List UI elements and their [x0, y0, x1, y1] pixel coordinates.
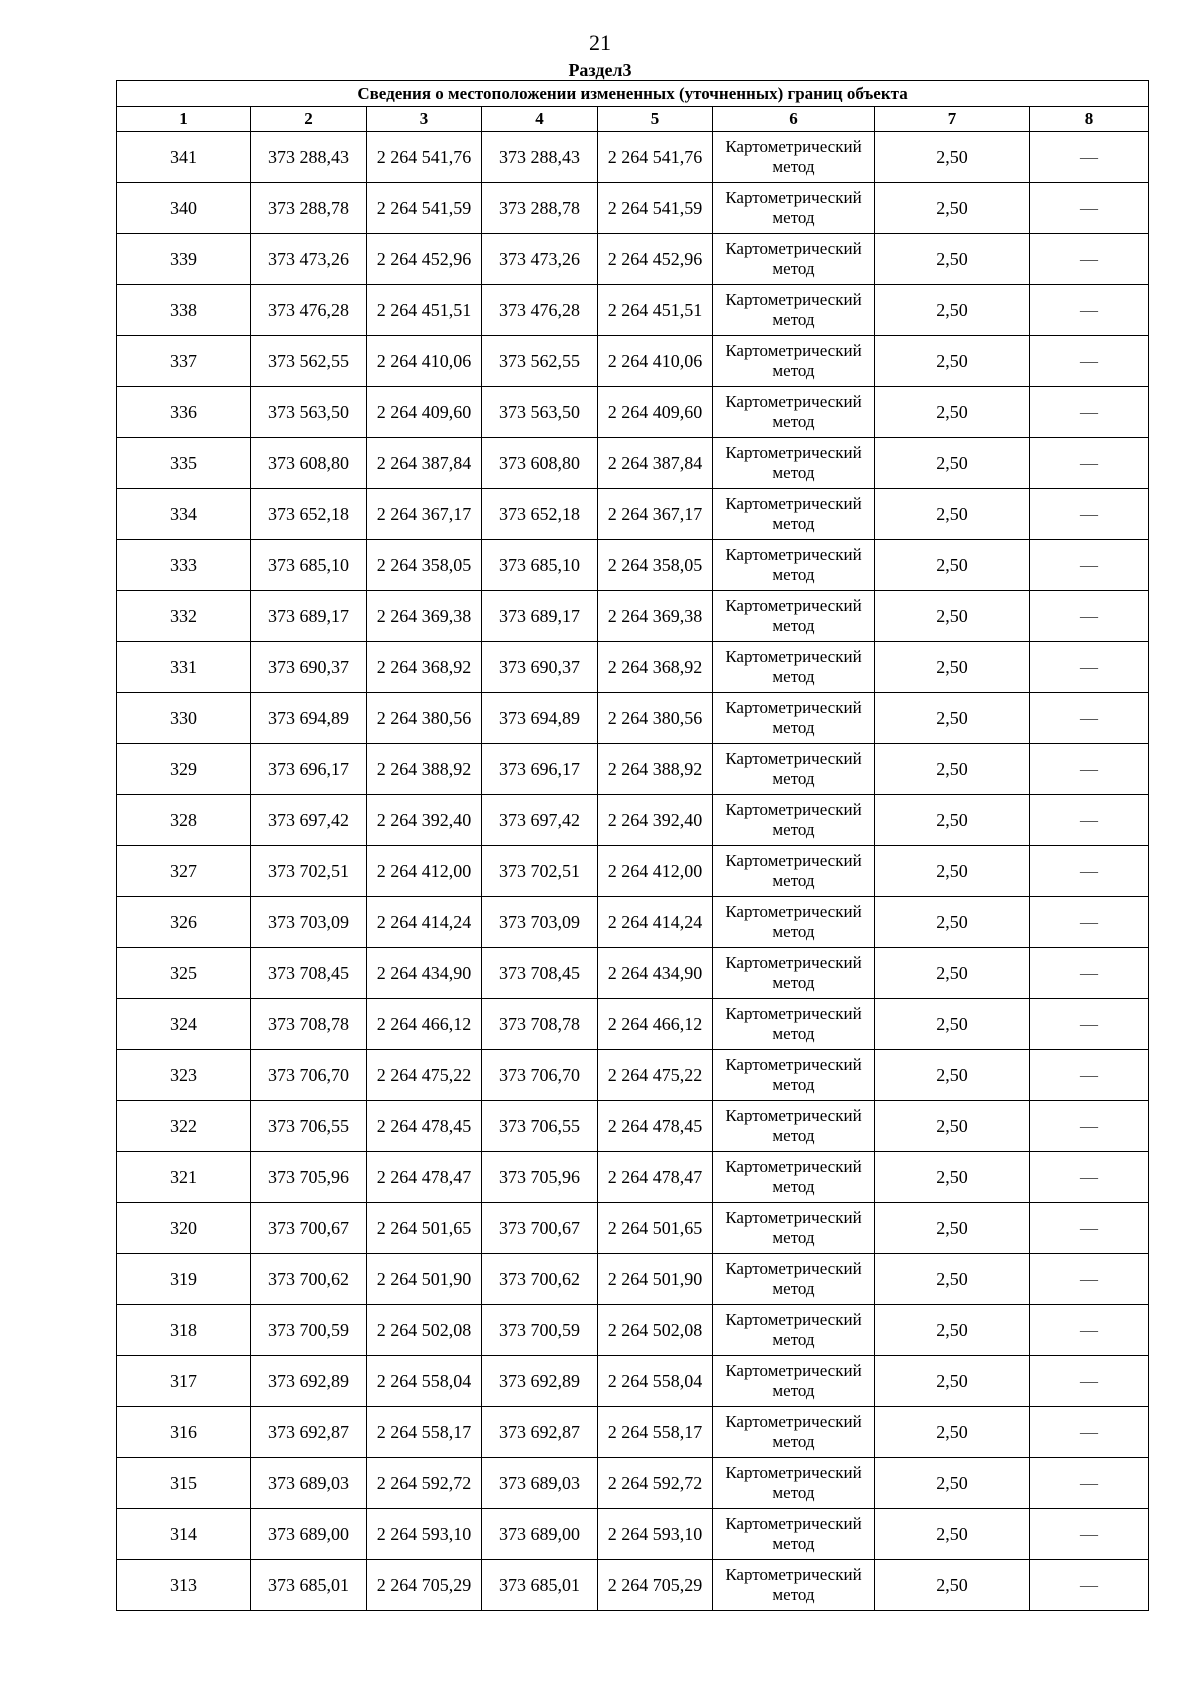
cell-description: — — [1030, 642, 1149, 693]
cell-description: — — [1030, 183, 1149, 234]
cell-method: Картометрический метод — [713, 438, 875, 489]
cell-y-new: 2 264 451,51 — [598, 285, 713, 336]
cell-point-number: 332 — [117, 591, 251, 642]
cell-x-old: 373 697,42 — [251, 795, 367, 846]
table-row — [117, 1254, 1149, 1305]
cell-x-new: 373 685,01 — [482, 1560, 598, 1611]
cell-y-new: 2 264 466,12 — [598, 999, 713, 1050]
cell-precision: 2,50 — [875, 591, 1030, 642]
cell-point-number: 324 — [117, 999, 251, 1050]
cell-y-new: 2 264 501,90 — [598, 1254, 713, 1305]
cell-point-number: 320 — [117, 1203, 251, 1254]
cell-precision: 2,50 — [875, 234, 1030, 285]
cell-y-old: 2 264 501,65 — [367, 1203, 482, 1254]
cell-precision: 2,50 — [875, 1509, 1030, 1560]
cell-x-old: 373 473,26 — [251, 234, 367, 285]
table-row — [117, 1305, 1149, 1356]
column-number-8: 8 — [1030, 107, 1149, 132]
cell-x-old: 373 706,70 — [251, 1050, 367, 1101]
cell-precision: 2,50 — [875, 642, 1030, 693]
cell-y-new: 2 264 368,92 — [598, 642, 713, 693]
cell-description: — — [1030, 1101, 1149, 1152]
table-row — [117, 693, 1149, 744]
table-row — [117, 591, 1149, 642]
cell-precision: 2,50 — [875, 1407, 1030, 1458]
cell-y-new: 2 264 387,84 — [598, 438, 713, 489]
cell-y-old: 2 264 387,84 — [367, 438, 482, 489]
cell-method: Картометрический метод — [713, 897, 875, 948]
cell-x-old: 373 652,18 — [251, 489, 367, 540]
cell-x-new: 373 689,17 — [482, 591, 598, 642]
cell-x-new: 373 703,09 — [482, 897, 598, 948]
cell-x-new: 373 692,89 — [482, 1356, 598, 1407]
cell-point-number: 333 — [117, 540, 251, 591]
cell-method: Картометрический метод — [713, 540, 875, 591]
cell-point-number: 339 — [117, 234, 251, 285]
cell-method: Картометрический метод — [713, 1407, 875, 1458]
cell-description: — — [1030, 795, 1149, 846]
cell-description: — — [1030, 1203, 1149, 1254]
column-number-3: 3 — [367, 107, 482, 132]
cell-y-new: 2 264 452,96 — [598, 234, 713, 285]
cell-y-old: 2 264 466,12 — [367, 999, 482, 1050]
cell-y-old: 2 264 592,72 — [367, 1458, 482, 1509]
cell-x-new: 373 706,55 — [482, 1101, 598, 1152]
cell-point-number: 336 — [117, 387, 251, 438]
cell-description: — — [1030, 846, 1149, 897]
cell-precision: 2,50 — [875, 489, 1030, 540]
table-row — [117, 1203, 1149, 1254]
cell-precision: 2,50 — [875, 1356, 1030, 1407]
cell-method: Картометрический метод — [713, 234, 875, 285]
cell-x-new: 373 692,87 — [482, 1407, 598, 1458]
cell-point-number: 330 — [117, 693, 251, 744]
cell-description: — — [1030, 948, 1149, 999]
cell-method: Картометрический метод — [713, 1203, 875, 1254]
cell-precision: 2,50 — [875, 846, 1030, 897]
cell-y-old: 2 264 409,60 — [367, 387, 482, 438]
cell-description: — — [1030, 1050, 1149, 1101]
cell-description: — — [1030, 1305, 1149, 1356]
cell-description: — — [1030, 1458, 1149, 1509]
cell-x-old: 373 692,87 — [251, 1407, 367, 1458]
cell-point-number: 334 — [117, 489, 251, 540]
cell-x-new: 373 562,55 — [482, 336, 598, 387]
cell-point-number: 341 — [117, 132, 251, 183]
cell-x-old: 373 563,50 — [251, 387, 367, 438]
cell-precision: 2,50 — [875, 285, 1030, 336]
column-number-7: 7 — [875, 107, 1030, 132]
cell-x-new: 373 696,17 — [482, 744, 598, 795]
cell-description: — — [1030, 999, 1149, 1050]
cell-y-old: 2 264 558,17 — [367, 1407, 482, 1458]
cell-x-new: 373 690,37 — [482, 642, 598, 693]
column-number-1: 1 — [117, 107, 251, 132]
cell-x-old: 373 700,62 — [251, 1254, 367, 1305]
cell-method: Картометрический метод — [713, 1509, 875, 1560]
cell-method: Картометрический метод — [713, 591, 875, 642]
cell-description: — — [1030, 693, 1149, 744]
cell-y-new: 2 264 478,45 — [598, 1101, 713, 1152]
table-row — [117, 183, 1149, 234]
cell-x-new: 373 685,10 — [482, 540, 598, 591]
cell-y-new: 2 264 414,24 — [598, 897, 713, 948]
cell-point-number: 335 — [117, 438, 251, 489]
cell-description: — — [1030, 1356, 1149, 1407]
cell-method: Картометрический метод — [713, 1152, 875, 1203]
cell-method: Картометрический метод — [713, 1458, 875, 1509]
table-row — [117, 897, 1149, 948]
cell-y-old: 2 264 367,17 — [367, 489, 482, 540]
cell-y-new: 2 264 558,17 — [598, 1407, 713, 1458]
cell-method: Картометрический метод — [713, 336, 875, 387]
cell-precision: 2,50 — [875, 1101, 1030, 1152]
section-title: Раздел3 — [568, 60, 632, 80]
cell-x-new: 373 705,96 — [482, 1152, 598, 1203]
cell-description: — — [1030, 591, 1149, 642]
cell-method: Картометрический метод — [713, 387, 875, 438]
cell-x-old: 373 700,67 — [251, 1203, 367, 1254]
table-row — [117, 1458, 1149, 1509]
cell-x-old: 373 692,89 — [251, 1356, 367, 1407]
cell-y-old: 2 264 369,38 — [367, 591, 482, 642]
cell-point-number: 323 — [117, 1050, 251, 1101]
cell-precision: 2,50 — [875, 1458, 1030, 1509]
cell-point-number: 319 — [117, 1254, 251, 1305]
cell-description: — — [1030, 438, 1149, 489]
cell-y-new: 2 264 705,29 — [598, 1560, 713, 1611]
table-row — [117, 1407, 1149, 1458]
cell-x-new: 373 708,45 — [482, 948, 598, 999]
cell-description: — — [1030, 897, 1149, 948]
cell-description: — — [1030, 540, 1149, 591]
table-row — [117, 1560, 1149, 1611]
cell-y-old: 2 264 558,04 — [367, 1356, 482, 1407]
cell-point-number: 317 — [117, 1356, 251, 1407]
cell-y-new: 2 264 412,00 — [598, 846, 713, 897]
cell-x-old: 373 694,89 — [251, 693, 367, 744]
cell-x-old: 373 288,43 — [251, 132, 367, 183]
table-row — [117, 744, 1149, 795]
cell-description: — — [1030, 1560, 1149, 1611]
cell-point-number: 337 — [117, 336, 251, 387]
cell-description: — — [1030, 489, 1149, 540]
cell-y-new: 2 264 434,90 — [598, 948, 713, 999]
cell-y-new: 2 264 475,22 — [598, 1050, 713, 1101]
cell-x-old: 373 690,37 — [251, 642, 367, 693]
table-row — [117, 540, 1149, 591]
column-number-5: 5 — [598, 107, 713, 132]
cell-y-new: 2 264 410,06 — [598, 336, 713, 387]
table-row — [117, 1101, 1149, 1152]
cell-method: Картометрический метод — [713, 1101, 875, 1152]
cell-y-old: 2 264 541,59 — [367, 183, 482, 234]
cell-x-old: 373 689,00 — [251, 1509, 367, 1560]
cell-y-new: 2 264 380,56 — [598, 693, 713, 744]
cell-x-new: 373 697,42 — [482, 795, 598, 846]
table-row — [117, 1356, 1149, 1407]
cell-y-old: 2 264 451,51 — [367, 285, 482, 336]
cell-y-old: 2 264 368,92 — [367, 642, 482, 693]
cell-method: Картометрический метод — [713, 846, 875, 897]
cell-x-old: 373 608,80 — [251, 438, 367, 489]
cell-y-old: 2 264 452,96 — [367, 234, 482, 285]
cell-precision: 2,50 — [875, 1203, 1030, 1254]
cell-y-old: 2 264 358,05 — [367, 540, 482, 591]
cell-x-new: 373 706,70 — [482, 1050, 598, 1101]
column-number-2: 2 — [251, 107, 367, 132]
cell-description: — — [1030, 1152, 1149, 1203]
cell-precision: 2,50 — [875, 438, 1030, 489]
cell-x-old: 373 476,28 — [251, 285, 367, 336]
cell-point-number: 316 — [117, 1407, 251, 1458]
cell-precision: 2,50 — [875, 948, 1030, 999]
cell-y-new: 2 264 541,76 — [598, 132, 713, 183]
cell-y-new: 2 264 592,72 — [598, 1458, 713, 1509]
cell-precision: 2,50 — [875, 999, 1030, 1050]
cell-precision: 2,50 — [875, 1152, 1030, 1203]
cell-point-number: 322 — [117, 1101, 251, 1152]
table-body — [117, 132, 1149, 1611]
cell-y-old: 2 264 410,06 — [367, 336, 482, 387]
table-row — [117, 438, 1149, 489]
cell-y-new: 2 264 388,92 — [598, 744, 713, 795]
cell-precision: 2,50 — [875, 744, 1030, 795]
table-row — [117, 234, 1149, 285]
column-number-row — [117, 107, 1149, 132]
cell-y-old: 2 264 502,08 — [367, 1305, 482, 1356]
cell-point-number: 329 — [117, 744, 251, 795]
cell-point-number: 314 — [117, 1509, 251, 1560]
cell-description: — — [1030, 336, 1149, 387]
cell-precision: 2,50 — [875, 693, 1030, 744]
cell-point-number: 326 — [117, 897, 251, 948]
cell-y-old: 2 264 478,47 — [367, 1152, 482, 1203]
cell-precision: 2,50 — [875, 132, 1030, 183]
cell-x-old: 373 703,09 — [251, 897, 367, 948]
cell-y-old: 2 264 475,22 — [367, 1050, 482, 1101]
cell-point-number: 338 — [117, 285, 251, 336]
cell-x-new: 373 473,26 — [482, 234, 598, 285]
cell-method: Картометрический метод — [713, 795, 875, 846]
cell-precision: 2,50 — [875, 1560, 1030, 1611]
cell-method: Картометрический метод — [713, 1305, 875, 1356]
cell-y-new: 2 264 367,17 — [598, 489, 713, 540]
cell-description: — — [1030, 132, 1149, 183]
column-number-4: 4 — [482, 107, 598, 132]
cell-precision: 2,50 — [875, 1254, 1030, 1305]
table-row — [117, 1050, 1149, 1101]
cell-point-number: 313 — [117, 1560, 251, 1611]
cell-precision: 2,50 — [875, 897, 1030, 948]
cell-y-new: 2 264 392,40 — [598, 795, 713, 846]
table-row — [117, 132, 1149, 183]
cell-y-new: 2 264 502,08 — [598, 1305, 713, 1356]
cell-x-new: 373 708,78 — [482, 999, 598, 1050]
cell-method: Картометрический метод — [713, 948, 875, 999]
cell-x-old: 373 689,03 — [251, 1458, 367, 1509]
cell-y-old: 2 264 478,45 — [367, 1101, 482, 1152]
table-row — [117, 336, 1149, 387]
cell-x-old: 373 685,10 — [251, 540, 367, 591]
table-row — [117, 387, 1149, 438]
cell-method: Картометрический метод — [713, 1356, 875, 1407]
cell-x-new: 373 700,67 — [482, 1203, 598, 1254]
cell-precision: 2,50 — [875, 540, 1030, 591]
cell-description: — — [1030, 1254, 1149, 1305]
cell-y-old: 2 264 412,00 — [367, 846, 482, 897]
cell-point-number: 328 — [117, 795, 251, 846]
cell-description: — — [1030, 1509, 1149, 1560]
cell-x-new: 373 700,62 — [482, 1254, 598, 1305]
table-row — [117, 948, 1149, 999]
table-row — [117, 1152, 1149, 1203]
cell-y-new: 2 264 409,60 — [598, 387, 713, 438]
cell-y-old: 2 264 434,90 — [367, 948, 482, 999]
table-row — [117, 489, 1149, 540]
cell-y-old: 2 264 705,29 — [367, 1560, 482, 1611]
cell-y-old: 2 264 392,40 — [367, 795, 482, 846]
cell-x-new: 373 702,51 — [482, 846, 598, 897]
cell-point-number: 340 — [117, 183, 251, 234]
cell-point-number: 315 — [117, 1458, 251, 1509]
cell-x-old: 373 708,45 — [251, 948, 367, 999]
cell-point-number: 321 — [117, 1152, 251, 1203]
cell-x-new: 373 288,78 — [482, 183, 598, 234]
cell-description: — — [1030, 285, 1149, 336]
cell-y-new: 2 264 593,10 — [598, 1509, 713, 1560]
cell-precision: 2,50 — [875, 1305, 1030, 1356]
cell-y-new: 2 264 358,05 — [598, 540, 713, 591]
cell-description: — — [1030, 234, 1149, 285]
cell-point-number: 327 — [117, 846, 251, 897]
cell-method: Картометрический метод — [713, 693, 875, 744]
cell-x-new: 373 700,59 — [482, 1305, 598, 1356]
cell-x-old: 373 562,55 — [251, 336, 367, 387]
page-number: 21 — [589, 30, 611, 55]
cell-x-old: 373 702,51 — [251, 846, 367, 897]
cell-y-new: 2 264 501,65 — [598, 1203, 713, 1254]
table-row — [117, 999, 1149, 1050]
cell-x-new: 373 689,00 — [482, 1509, 598, 1560]
cell-precision: 2,50 — [875, 336, 1030, 387]
cell-precision: 2,50 — [875, 1050, 1030, 1101]
cell-description: — — [1030, 744, 1149, 795]
cell-x-old: 373 700,59 — [251, 1305, 367, 1356]
cell-method: Картометрический метод — [713, 1560, 875, 1611]
cell-x-new: 373 694,89 — [482, 693, 598, 744]
cell-method: Картометрический метод — [713, 132, 875, 183]
cell-x-new: 373 288,43 — [482, 132, 598, 183]
cell-y-new: 2 264 541,59 — [598, 183, 713, 234]
cell-x-old: 373 696,17 — [251, 744, 367, 795]
cell-method: Картометрический метод — [713, 1254, 875, 1305]
cell-x-old: 373 708,78 — [251, 999, 367, 1050]
cell-y-old: 2 264 388,92 — [367, 744, 482, 795]
cell-x-new: 373 689,03 — [482, 1458, 598, 1509]
cell-method: Картометрический метод — [713, 285, 875, 336]
cell-point-number: 331 — [117, 642, 251, 693]
cell-precision: 2,50 — [875, 183, 1030, 234]
cell-x-old: 373 288,78 — [251, 183, 367, 234]
cell-y-old: 2 264 501,90 — [367, 1254, 482, 1305]
cell-y-old: 2 264 380,56 — [367, 693, 482, 744]
cell-x-old: 373 706,55 — [251, 1101, 367, 1152]
table-row — [117, 846, 1149, 897]
cell-x-new: 373 608,80 — [482, 438, 598, 489]
cell-method: Картометрический метод — [713, 183, 875, 234]
cell-y-new: 2 264 369,38 — [598, 591, 713, 642]
cell-precision: 2,50 — [875, 387, 1030, 438]
cell-method: Картометрический метод — [713, 999, 875, 1050]
cell-y-old: 2 264 593,10 — [367, 1509, 482, 1560]
cell-y-new: 2 264 478,47 — [598, 1152, 713, 1203]
cell-description: — — [1030, 1407, 1149, 1458]
table-row — [117, 795, 1149, 846]
cell-point-number: 325 — [117, 948, 251, 999]
cell-method: Картометрический метод — [713, 489, 875, 540]
cell-method: Картометрический метод — [713, 744, 875, 795]
cell-x-new: 373 652,18 — [482, 489, 598, 540]
cell-x-old: 373 685,01 — [251, 1560, 367, 1611]
cell-description: — — [1030, 387, 1149, 438]
boundary-coordinates-table — [116, 80, 1149, 1611]
cell-x-old: 373 689,17 — [251, 591, 367, 642]
cell-y-new: 2 264 558,04 — [598, 1356, 713, 1407]
table-row — [117, 642, 1149, 693]
cell-method: Картометрический метод — [713, 642, 875, 693]
cell-x-new: 373 476,28 — [482, 285, 598, 336]
table-row — [117, 1509, 1149, 1560]
cell-point-number: 318 — [117, 1305, 251, 1356]
table-caption: Сведения о местоположении измененных (уточненных) границ объекта — [117, 81, 1149, 107]
table-row — [117, 285, 1149, 336]
cell-y-old: 2 264 541,76 — [367, 132, 482, 183]
cell-method: Картометрический метод — [713, 1050, 875, 1101]
cell-x-old: 373 705,96 — [251, 1152, 367, 1203]
cell-x-new: 373 563,50 — [482, 387, 598, 438]
cell-precision: 2,50 — [875, 795, 1030, 846]
cell-y-old: 2 264 414,24 — [367, 897, 482, 948]
column-number-6: 6 — [713, 107, 875, 132]
